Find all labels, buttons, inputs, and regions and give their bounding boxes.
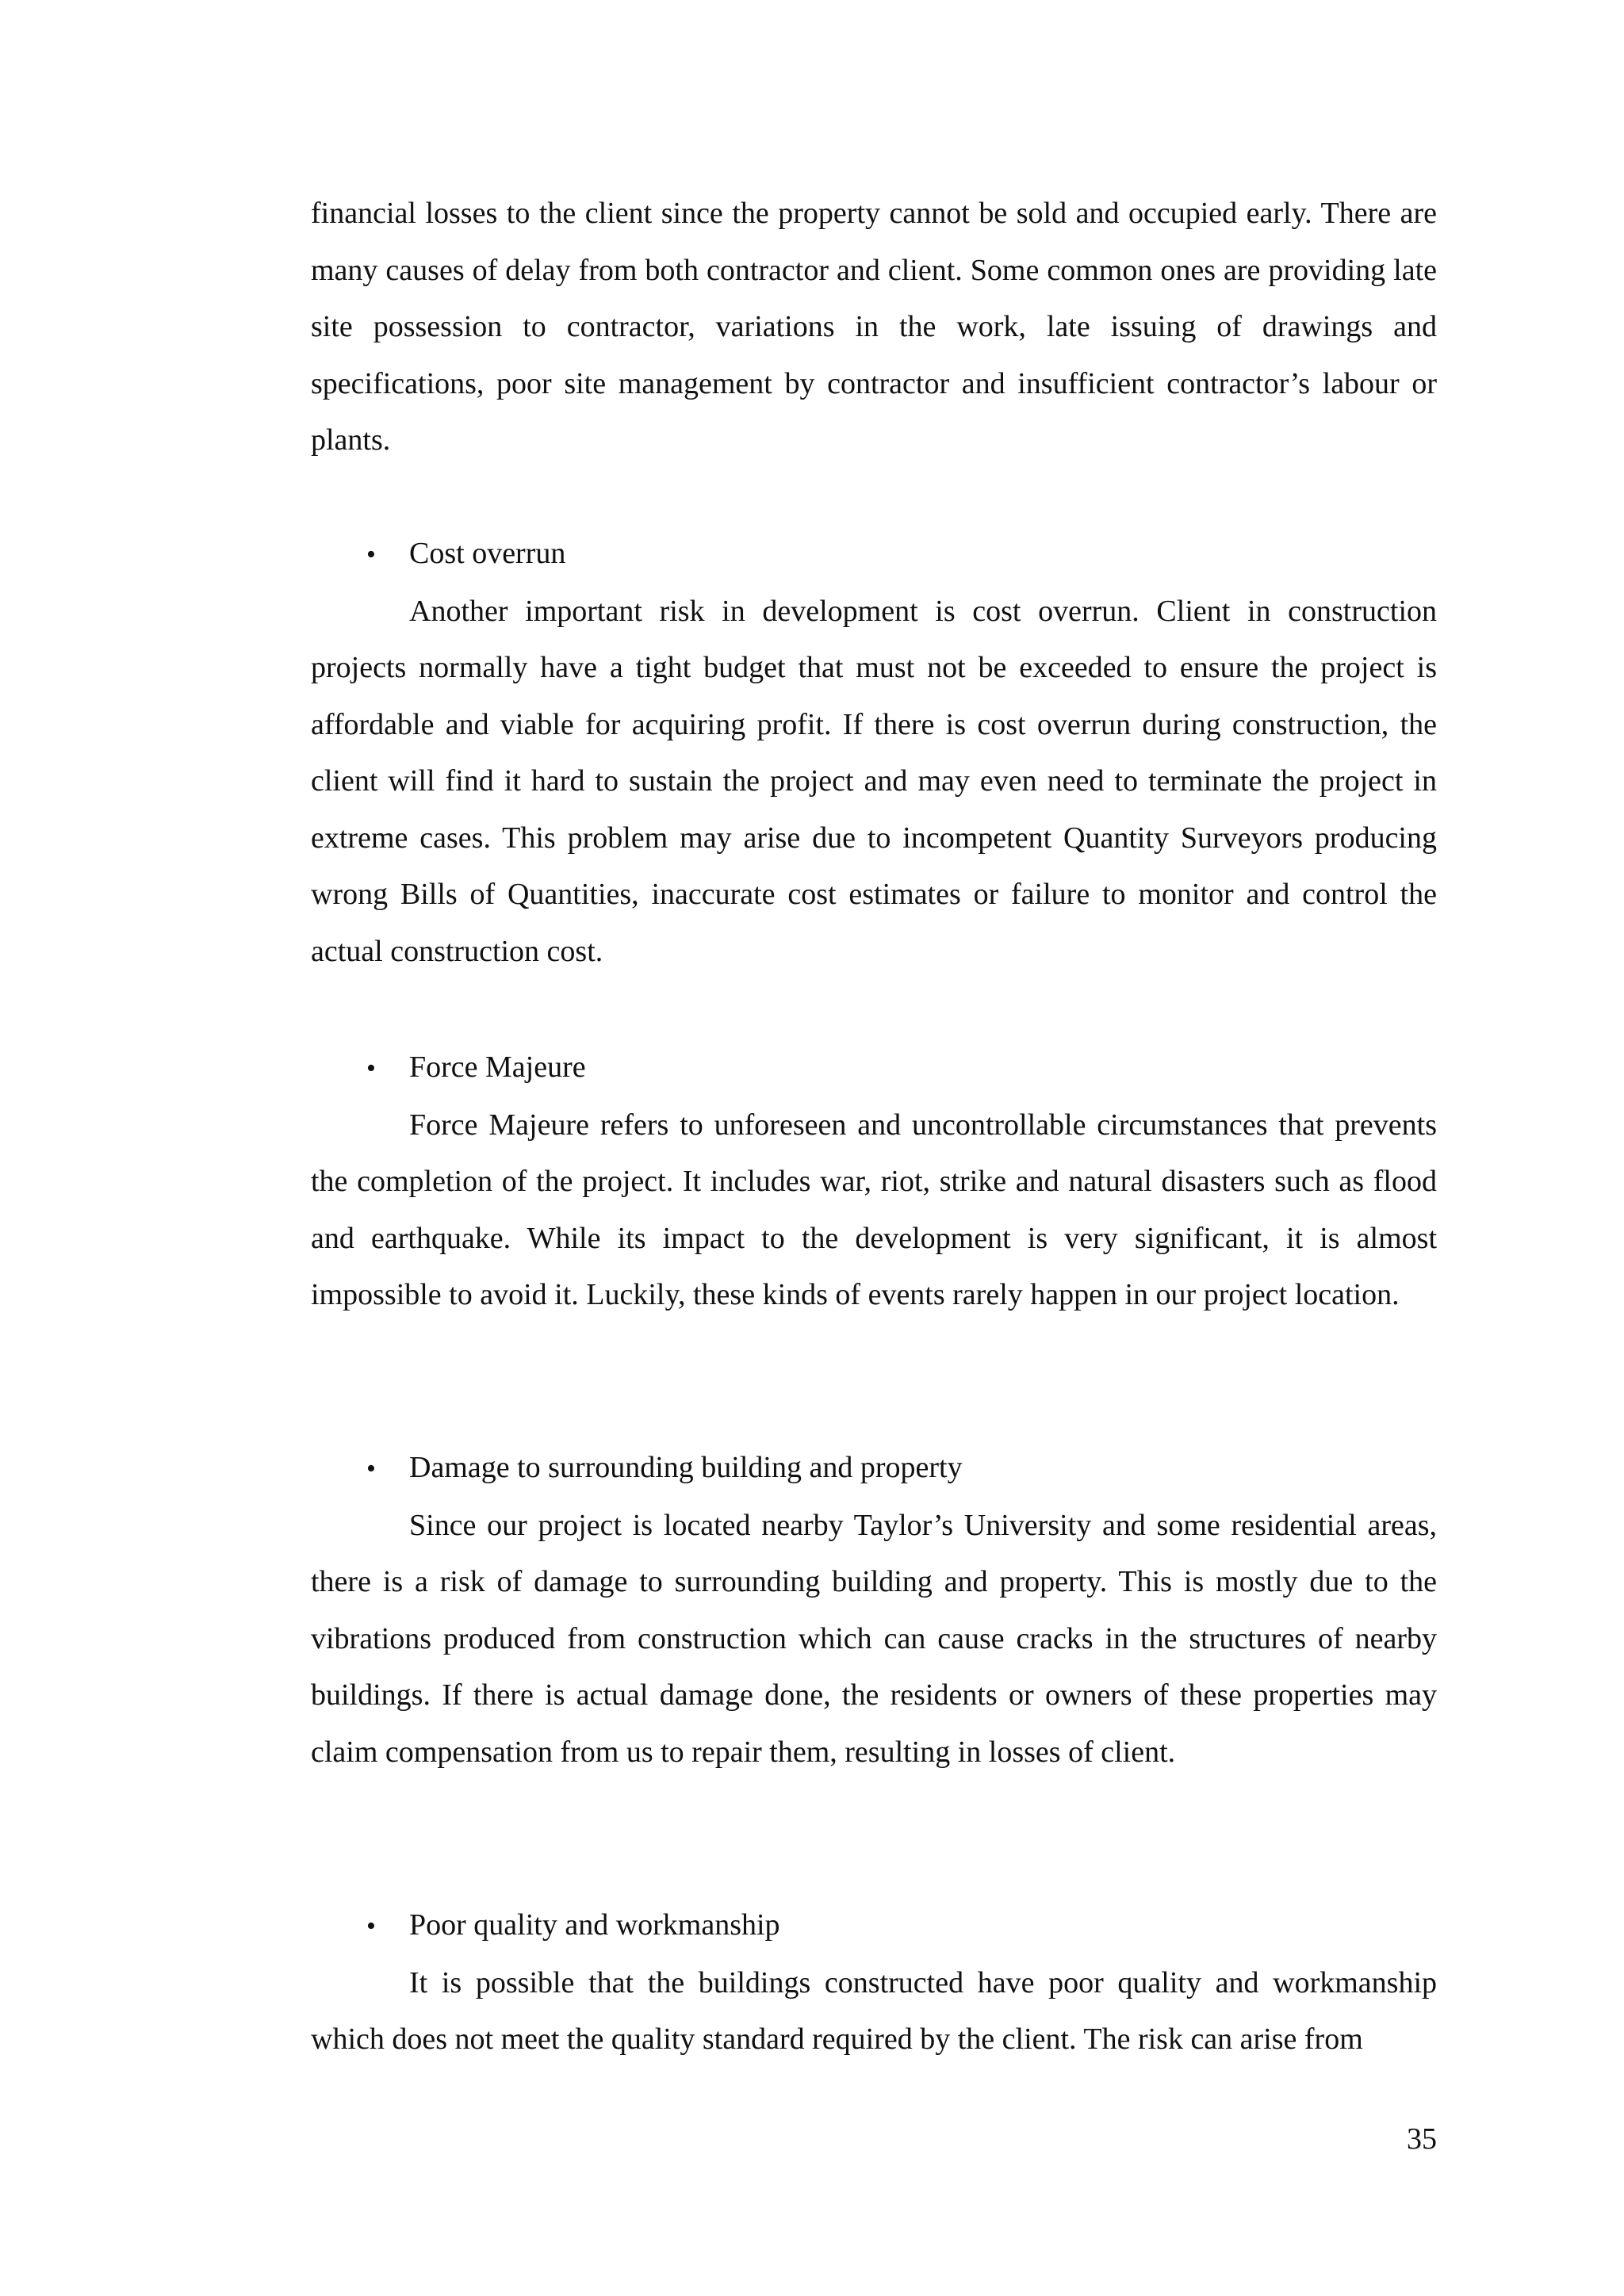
section-body: Since our project is located nearby Taylor’s University and some residential areas, there is a risk of damage to surrounding building and property. This is mostly due to the vibrations produced from construction which can cause cracks in the structures of nearby buildings. If there is actual damage done, the residents or owners of these properties may claim compensation from us to repair them, resulting in losses of client. [311, 1508, 1437, 1769]
bullet-icon: • [366, 540, 376, 569]
section-body: Another important risk in development is cost overrun. Client in construction projects normally have a tight budget that must not be exceeded to ensure the project is affordable and viable for acquiring profit. If there is cost overrun during construction, the client will find it hard to sustain the project and may even need to terminate the project in extreme cases. This problem may arise due to incompetent Quantity Surveyors producing wrong Bills of Quantities, inaccurate cost estimates or failure to monitor and control the actual construction cost. [311, 594, 1437, 968]
section-body: Force Majeure refers to unforeseen and uncontrollable circumstances that prevents the completion of the project. It includes war, riot, strike and natural disasters such as flood and earthquake. While its impact to the development is very significant, it is almost impossible to avoid it. Luckily, these kinds of events rarely happen in our project location. [311, 1108, 1437, 1311]
section-cost-overrun [311, 526, 1437, 980]
section-poor-quality [311, 1897, 1437, 2068]
section-heading: Force Majeure [409, 1050, 586, 1084]
bullet-icon: • [366, 1454, 376, 1483]
bullet-heading [311, 1440, 1437, 1498]
bullet-icon: • [366, 1054, 376, 1083]
section-damage-to-surrounding [311, 1440, 1437, 1781]
bullet-heading [311, 1039, 1437, 1097]
bullet-heading [311, 526, 1437, 584]
bullet-icon: • [366, 1911, 376, 1941]
section-heading: Damage to surrounding building and property [409, 1451, 963, 1484]
opening-paragraph: financial losses to the client since the property cannot be sold and occupied early. There are many causes of delay from both contractor and client. Some common ones are providing late site possession to contractor, variations in the work, late issuing of drawings and specifications, poor site management by contractor and insufficient contractor’s labour or plants. [311, 197, 1437, 457]
section-heading: Cost overrun [409, 537, 566, 570]
bullet-heading [311, 1897, 1437, 1955]
page-number: 35 [1407, 2122, 1437, 2156]
section-heading: Poor quality and workmanship [409, 1908, 780, 1942]
section-force-majeure [311, 1039, 1437, 1324]
section-body: It is possible that the buildings constructed have poor quality and workmanship which does not meet the quality standard required by the client. The risk can arise from [311, 1965, 1437, 2056]
